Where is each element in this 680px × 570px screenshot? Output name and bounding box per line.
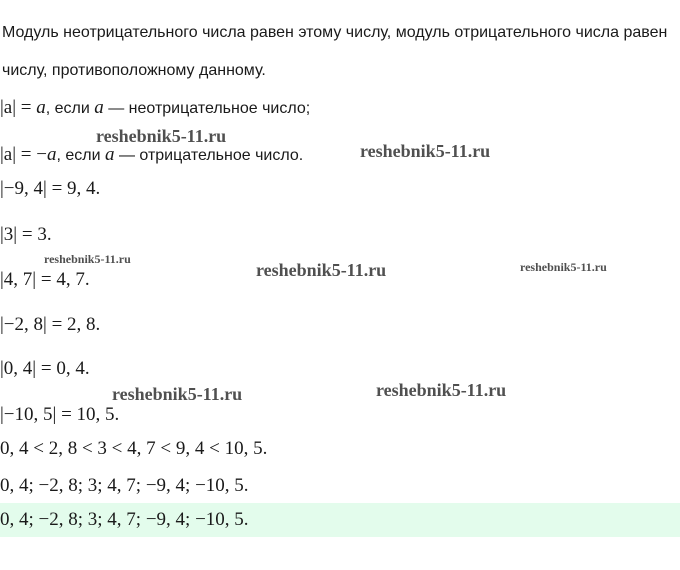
rule-nonnegative-lhs: |a| =: [0, 97, 37, 118]
watermark: reshebnik5-11.ru: [112, 384, 243, 404]
example-line: |4, 7| = 4, 7.: [0, 269, 90, 290]
comparison-line: 0, 4 < 2, 8 < 3 < 4, 7 < 9, 4 < 10, 5.: [0, 438, 268, 459]
example-line: |0, 4| = 0, 4.: [0, 358, 90, 379]
watermark: reshebnik5-11.ru: [44, 252, 131, 266]
rule-negative-var: a: [46, 144, 57, 165]
rule-negative-text: — отрицательное число.: [114, 147, 304, 164]
example-line: |−2, 8| = 2, 8.: [0, 314, 101, 335]
example-line: |−10, 5| = 10, 5.: [0, 404, 120, 425]
order-line: 0, 4; −2, 8; 3; 4, 7; −9, 4; −10, 5.: [0, 475, 249, 496]
rule-negative-var2: a: [105, 144, 115, 165]
rule-nonnegative-text: — неотрицательное число;: [103, 100, 311, 117]
watermark: reshebnik5-11.ru: [376, 380, 507, 400]
example-line: |−9, 4| = 9, 4.: [0, 178, 101, 199]
rule-nonnegative-mid: , если: [45, 100, 95, 117]
example-line: |3| = 3.: [0, 224, 52, 245]
watermark: reshebnik5-11.ru: [520, 260, 607, 274]
rule-negative-mid: , если: [56, 147, 105, 164]
rule-negative-lhs: |a| = −: [0, 144, 47, 165]
intro-text: Модуль неотрицательного числа равен этому числу, модуль отрицательного числа равен числу, противоположному данному.: [2, 24, 668, 79]
rule-nonnegative: [0, 95, 310, 121]
rule-nonnegative-var2: a: [94, 97, 104, 118]
rule-nonnegative-var: a: [36, 97, 46, 118]
watermark: reshebnik5-11.ru: [256, 260, 387, 280]
watermark: reshebnik5-11.ru: [96, 126, 227, 146]
answer-line: 0, 4; −2, 8; 3; 4, 7; −9, 4; −10, 5.: [0, 509, 249, 530]
watermark: reshebnik5-11.ru: [360, 141, 491, 161]
